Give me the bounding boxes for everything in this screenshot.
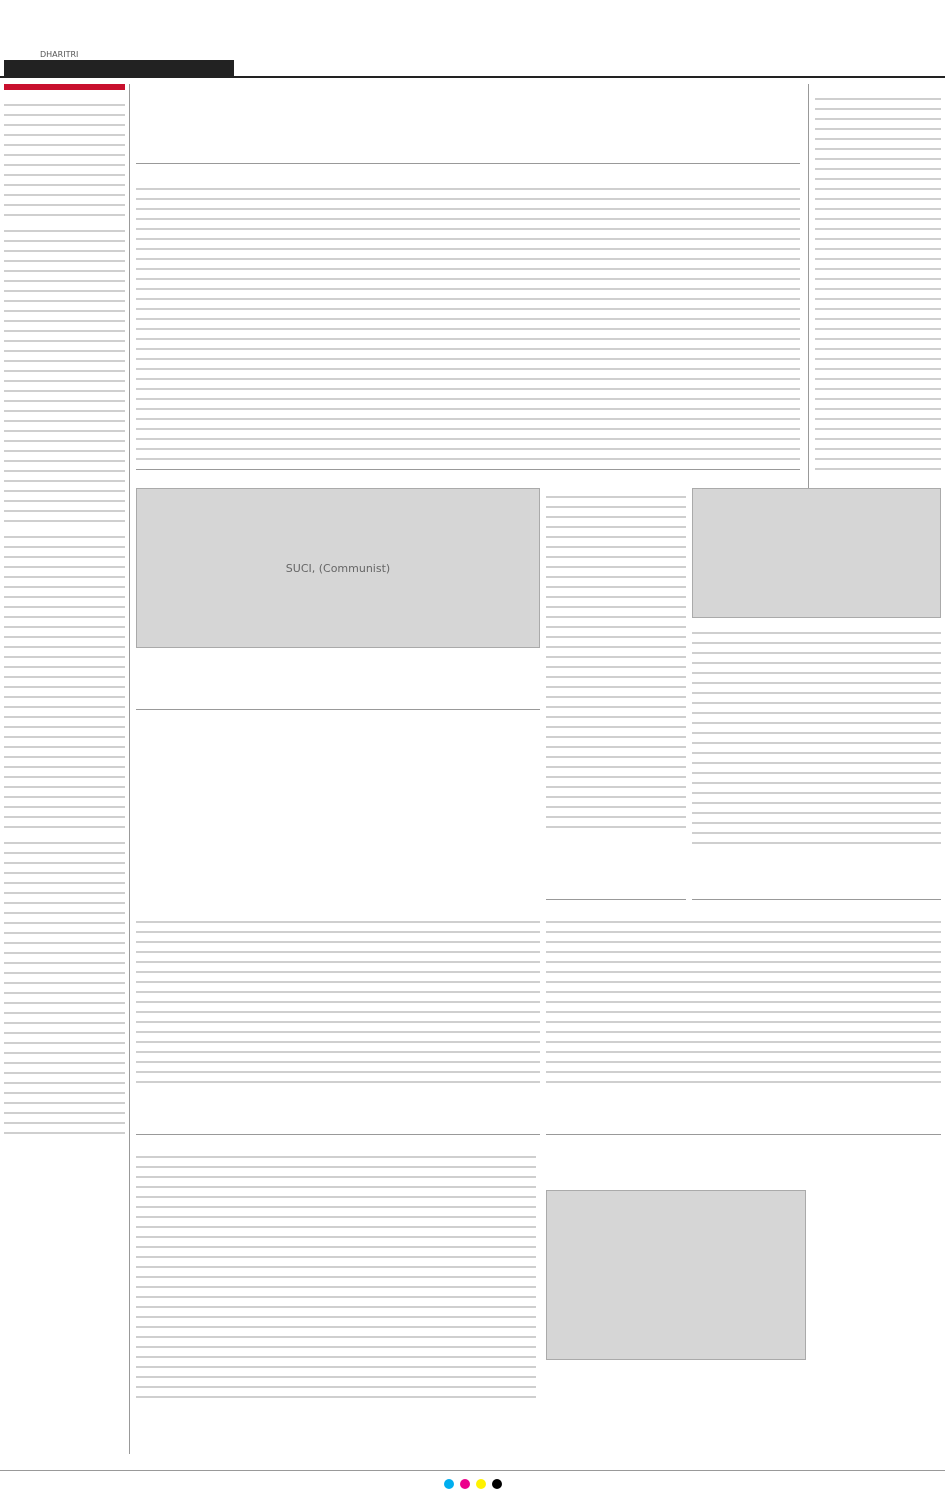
- story-block: [546, 480, 686, 900]
- story-body: [136, 1148, 536, 1398]
- lead-story: [136, 84, 800, 164]
- story-block: [136, 480, 540, 710]
- logo-subtitle: DHARITRI: [40, 50, 79, 59]
- section-tag: [4, 84, 125, 90]
- story-body: [546, 913, 941, 1083]
- story-block: [546, 905, 941, 1135]
- side-story-body: [815, 90, 941, 470]
- left-story-body: [4, 834, 125, 1134]
- left-column: [4, 84, 130, 1454]
- story-headline: [136, 905, 540, 913]
- newspaper-logo: [8, 6, 108, 50]
- registration-dot: [492, 1479, 502, 1489]
- masthead: [0, 0, 945, 78]
- registration-dot: [444, 1479, 454, 1489]
- registration-dot: [460, 1479, 470, 1489]
- story-headline: [136, 480, 540, 488]
- story-body: [136, 913, 540, 1083]
- page-number: [865, 6, 935, 50]
- story-body: [546, 488, 686, 828]
- left-story-body: [4, 222, 125, 522]
- story-block: [136, 905, 540, 1135]
- story-photo: [692, 488, 941, 618]
- story-headline: [136, 1140, 941, 1148]
- story-block: [692, 480, 941, 900]
- color-registration-bar: [0, 1470, 945, 1497]
- story-headline: [692, 480, 941, 488]
- photo-banner-text: SUCI, (Communist): [285, 561, 391, 575]
- registration-dot: [476, 1479, 486, 1489]
- left-story-body: [4, 528, 125, 828]
- story-block: [136, 170, 800, 470]
- story-headline: [546, 905, 941, 913]
- left-story: [4, 222, 125, 522]
- left-story: [4, 96, 125, 216]
- water-photo: [546, 1190, 806, 1360]
- story-body: [692, 624, 941, 844]
- story-block: [136, 1140, 941, 1465]
- story-body: [136, 180, 800, 460]
- left-story: [4, 528, 125, 828]
- protest-photo: [136, 488, 540, 648]
- dateline: [4, 60, 234, 76]
- left-story: [4, 834, 125, 1134]
- story-headline: [546, 480, 686, 488]
- left-story-body: [4, 96, 125, 216]
- side-story: [808, 84, 941, 544]
